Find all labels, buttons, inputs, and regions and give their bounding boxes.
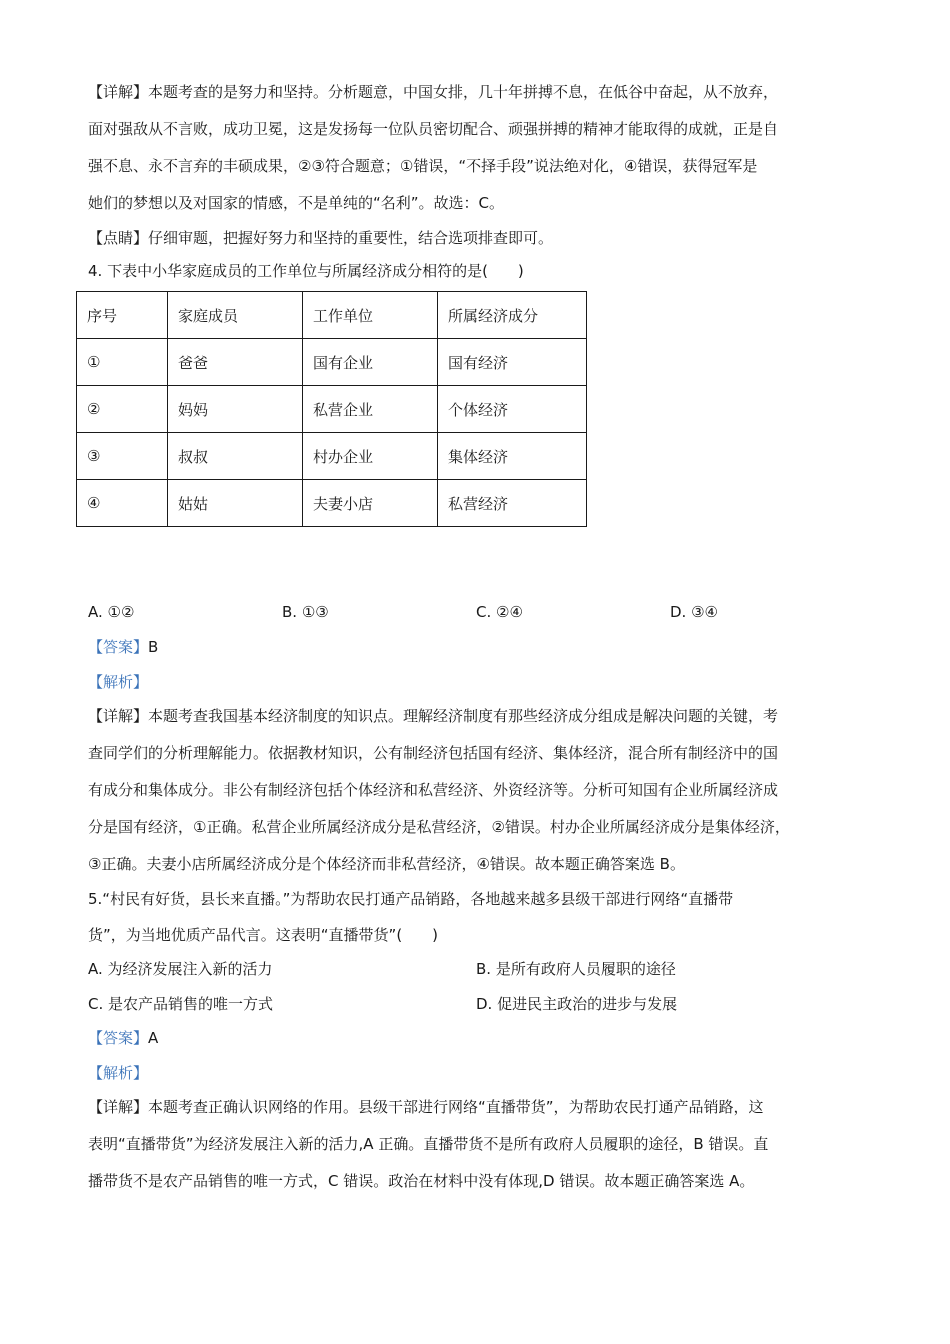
q5-explain-line-2: 表明“直播带货”为经济发展注入新的活力,A 正确。直播带货不是所有政府人员履职的途径，B 错误。直	[88, 1135, 769, 1153]
q5-stem-line-1: 5.“村民有好货，县长来直播。”为帮助农民打通产品销路，各地越来越多县级干部进行网络“直播带	[88, 890, 734, 908]
q4-explain-line-3: 有成分和集体成分。非公有制经济包括个体经济和私营经济、外资经济等。分析可知国有企业所属经济成	[88, 781, 779, 799]
q5-option-a: A. 为经济发展注入新的活力	[88, 960, 273, 978]
q3-tip: 【点睛】仔细审题，把握好努力和坚持的重要性，结合选项排查即可。	[88, 229, 554, 247]
q4-option-a: A. ①②	[88, 603, 135, 621]
q4-option-b: B. ①③	[282, 603, 329, 621]
table-header-cell: 工作单位	[303, 292, 438, 339]
q4-explain-line-5: ③正确。夫妻小店所属经济成分是个体经济而非私营经济，④错误。故本题正确答案选 B。	[88, 855, 685, 873]
table-header-cell: 家庭成员	[168, 292, 303, 339]
table-cell: 爸爸	[168, 339, 303, 386]
table-cell: 村办企业	[303, 433, 438, 480]
q5-option-b: B. 是所有政府人员履职的途径	[476, 960, 676, 978]
table-row	[77, 339, 587, 386]
table-cell: ②	[77, 386, 168, 433]
detail-tag: 【详解】	[88, 707, 149, 725]
q4-analysis-tag: 【解析】	[88, 673, 149, 691]
q3-explain-line-3: 强不息、永不言弃的丰硕成果，②③符合题意；①错误，“不择手段”说法绝对化，④错误，获得冠军是	[88, 157, 758, 175]
table-row	[77, 433, 587, 480]
q3-explain-line-2: 面对强敌从不言败，成功卫冕，这是发扬每一位队员密切配合、顽强拼搏的精神才能取得的成就，正是自	[88, 120, 779, 138]
table-cell: 集体经济	[438, 433, 587, 480]
q5-analysis-tag: 【解析】	[88, 1064, 149, 1082]
q5-explain-line-1: 【详解】本题考查正确认识网络的作用。县级干部进行网络“直播带货”，为帮助农民打通产品销路，这	[88, 1098, 764, 1116]
answer-tag: 【答案】	[88, 638, 149, 656]
detail-tag: 【详解】	[88, 83, 149, 101]
q4-table	[76, 291, 587, 527]
detail-tag: 【详解】	[88, 1098, 149, 1116]
q4-answer: 【答案】B	[88, 638, 159, 656]
table-cell: ①	[77, 339, 168, 386]
table-cell: ③	[77, 433, 168, 480]
q4-explain-line-1: 【详解】本题考查我国基本经济制度的知识点。理解经济制度有那些经济成分组成是解决问题的关键，考	[88, 707, 779, 725]
q4-option-d: D. ③④	[670, 603, 718, 621]
q4-explain-line-2: 查同学们的分析理解能力。依据教材知识，公有制经济包括国有经济、集体经济，混合所有制经济中的国	[88, 744, 779, 762]
q5-option-d: D. 促进民主政治的进步与发展	[476, 995, 678, 1013]
table-cell: 叔叔	[168, 433, 303, 480]
q3-explain-line-1: 【详解】本题考查的是努力和坚持。分析题意，中国女排，几十年拼搏不息，在低谷中奋起，从不放弃，	[88, 83, 779, 101]
q5-explain-line-3: 播带货不是农产品销售的唯一方式，C 错误。政治在材料中没有体现,D 错误。故本题正确答案选 A。	[88, 1172, 755, 1190]
q3-explain-line-4: 她们的梦想以及对国家的情感，不是单纯的“名利”。故选：C。	[88, 194, 505, 212]
answer-tag: 【答案】	[88, 1029, 149, 1047]
table-cell: 国有经济	[438, 339, 587, 386]
table-header-cell: 序号	[77, 292, 168, 339]
q4-stem: 4. 下表中小华家庭成员的工作单位与所属经济成分相符的是( )	[88, 262, 524, 280]
q5-answer: 【答案】A	[88, 1029, 159, 1047]
table-header-row	[77, 292, 587, 339]
tip-tag: 【点睛】	[88, 229, 149, 247]
table-row	[77, 386, 587, 433]
table-cell: 姑姑	[168, 480, 303, 527]
table-cell: 私营企业	[303, 386, 438, 433]
q5-option-c: C. 是农产品销售的唯一方式	[88, 995, 274, 1013]
table-cell: 国有企业	[303, 339, 438, 386]
table-cell: 夫妻小店	[303, 480, 438, 527]
table-cell: 妈妈	[168, 386, 303, 433]
table-cell: 个体经济	[438, 386, 587, 433]
q5-stem-line-2: 货”，为当地优质产品代言。这表明“直播带货”( )	[88, 926, 439, 944]
q4-option-c: C. ②④	[476, 603, 523, 621]
table-row	[77, 480, 587, 527]
q4-explain-line-4: 分是国有经济，①正确。私营企业所属经济成分是私营经济，②错误。村办企业所属经济成分是集体经济，	[88, 818, 790, 836]
table-cell: ④	[77, 480, 168, 527]
table-header-cell: 所属经济成分	[438, 292, 587, 339]
table-cell: 私营经济	[438, 480, 587, 527]
